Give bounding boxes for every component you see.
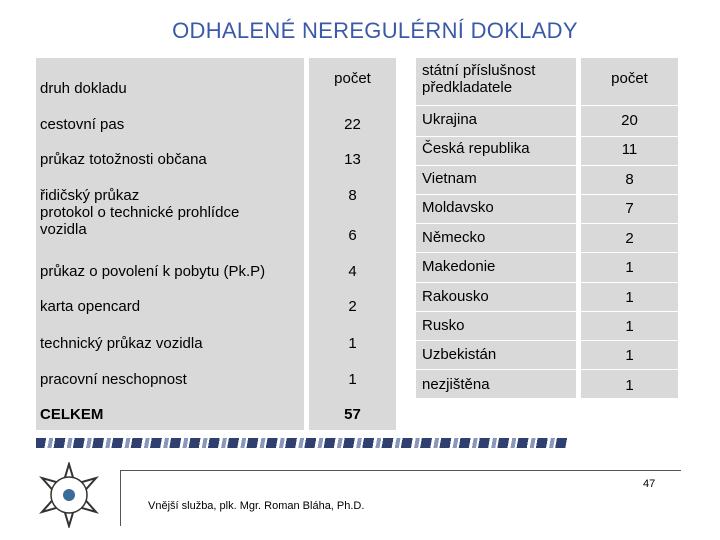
- page-title: ODHALENÉ NEREGULÉRNÍ DOKLADY: [172, 18, 578, 43]
- table-row-label: nezjištěna: [422, 376, 490, 393]
- table-row-count: 4: [348, 263, 357, 280]
- row-divider: [416, 252, 678, 253]
- row-divider: [416, 311, 678, 312]
- table-row-label: Česká republika: [422, 140, 530, 157]
- logo-center-emblem: [63, 489, 75, 501]
- row-divider: [416, 340, 678, 341]
- table-row-count: 2: [348, 298, 357, 315]
- table-row-label: Makedonie: [422, 258, 496, 275]
- table-row-count: 1: [625, 289, 634, 306]
- left-header-document-type: druh dokladu: [40, 80, 127, 97]
- row-divider: [416, 136, 678, 137]
- table-row-count: 8: [625, 171, 634, 188]
- table-row-label: Moldavsko: [422, 199, 494, 216]
- row-divider: [416, 165, 678, 166]
- table-row-label: Uzbekistán: [422, 346, 497, 363]
- police-star-logo-icon: [36, 462, 102, 528]
- table-row-count: 11: [621, 141, 638, 158]
- row-divider: [416, 282, 678, 283]
- table-row-count: 1: [625, 259, 634, 276]
- right-header-count: počet: [611, 70, 648, 87]
- table-row-label: pracovní neschopnost: [40, 371, 187, 388]
- row-divider: [416, 369, 678, 370]
- table-row-count: 2: [625, 230, 634, 247]
- table-row-label: Rusko: [422, 317, 465, 334]
- decorative-stripe: [36, 438, 568, 448]
- right-header-nationality: státní příslušnost předkladatele: [422, 62, 536, 96]
- footer-frame: [120, 470, 681, 526]
- table-row-count: 7: [625, 200, 634, 217]
- table-row-label: protokol o technické prohlídce vozidla: [40, 204, 240, 238]
- total-label: CELKEM: [40, 406, 104, 423]
- table-row-count: 1: [625, 377, 634, 394]
- page-number: 47: [643, 478, 656, 490]
- table-row-count: 20: [621, 112, 638, 129]
- total-count: 57: [344, 406, 361, 423]
- table-row-label: průkaz o povolení k pobytu (Pk.P): [40, 263, 266, 280]
- table-row-label: technický průkaz vozidla: [40, 335, 203, 352]
- table-row-label: řidičský průkaz: [40, 187, 140, 204]
- table-row-label: karta opencard: [40, 298, 141, 315]
- row-divider: [416, 223, 678, 224]
- table-row-count: 1: [625, 347, 634, 364]
- footer-author: Vnější služba, plk. Mgr. Roman Bláha, Ph.D.: [148, 500, 365, 512]
- table-row-count: 22: [344, 116, 361, 133]
- table-row-count: 1: [348, 371, 357, 388]
- table-row-label: průkaz totožnosti občana: [40, 151, 207, 168]
- row-divider: [416, 194, 678, 195]
- table-row-label: Německo: [422, 229, 486, 246]
- table-row-count: 1: [625, 318, 634, 335]
- table-row-count: 6: [348, 227, 357, 244]
- left-header-count: počet: [334, 70, 371, 87]
- row-divider: [416, 105, 678, 106]
- table-row-label: cestovní pas: [40, 116, 125, 133]
- table-row-label: Vietnam: [422, 170, 477, 187]
- table-row-count: 1: [348, 335, 357, 352]
- table-row-label: Rakousko: [422, 288, 489, 305]
- table-row-count: 13: [344, 151, 361, 168]
- table-row-label: Ukrajina: [422, 111, 478, 128]
- table-row-count: 8: [348, 187, 357, 204]
